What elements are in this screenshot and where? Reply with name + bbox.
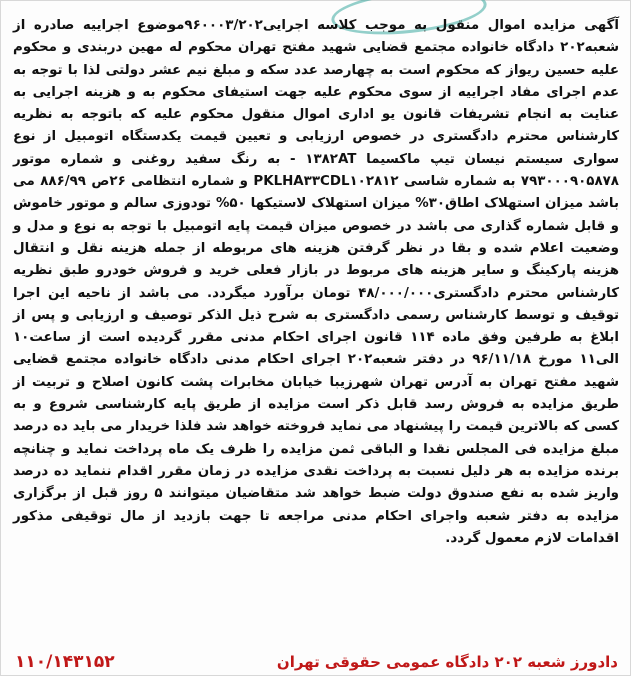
- notice-code: ۱۱۰/۱۴۳۱۵۲: [15, 652, 115, 672]
- notice-body: آگهی مزایده اموال منقول به موجب کلاسه اجرایی۹۶۰۰۰۳/۲۰۲موضوع اجراییه صادره از شعبه۲۰۲ دادگاه خانواده مجتمع قضایی شهید مفتح تهران محکوم له مهین دربندی و محکوم علیه حسین ریواز که محکوم است به چهارصد عدد سکه و مبلغ نیم عشر دولتی لذا با توجه به عدم اجرای مفاد اجراییه از سوی محکوم علیه جهت استیفای محکوم به و هزینه اجرایی به عنایت به انجام تشریفات قانون یو اداری اموال منقول محکوم علیه که باتوجه به نظریه کارشناس محترم دادگستری در خصوص ارزیابی و تعیین قیمت یکدستگاه اتومبیل از نوع سواری سیستم نیسان تیپ ماکسیما ۱۳۸۲AT - به رنگ سفید روغنی و شماره موتور ۷۹۳۰۰۰۹۰۵۸۷۸ به شماره شاسی PKLHA۳۳CDL۱۰۲۸۱۲ و شماره انتظامی ۲۶ص ۸۸۶/۹۹ می باشد میزان استهلاک اطاق۳۰% میزان استهلاک لاستیکها ۵۰% تودوزی سالم و موتور خاموش و قابل شماره گذاری می باشد در خصوص میزان قیمت پایه اتومبیل با توجه به نوع و مدل و وضعیت اعلام شده و بقا در نظر گرفتن هزینه های مربوطه از جمله هزینه نقل و انتقال هزینه پارکینگ و سایر هزینه های مربوط در بازار فعلی خرید و فروش خودرو طبق نظریه کارشناس محترم دادگستری۴۸/۰۰۰/۰۰۰ تومان برآورد میگردد. می باشد از ناحیه این اجرا توقیف و توسط کارشناس رسمی دادگستری به شرح ذیل الذکر توصیف و ارزیابی و پس از ابلاغ به طرفین وفق ماده ۱۱۴ قانون اجرای احکام مدنی مقرر گردیده است از ساعت۱۰ الی۱۱ مورخ ۹۶/۱۱/۱۸ در دفتر شعبه۲۰۲ اجرای احکام مدنی دادگاه خانواده مجتمع قضایی شهید مفتح تهران به آدرس تهران شهرزیبا خیابان مخابرات پشت کانون اصلاح و تربیت از طریق مزایده به فروش رسد قابل ذکر است مزایده از طریق پایه کارشناسی شروع و به کسی که بالاترین قیمت را پیشنهاد می نماید فروخته خواهد شد فلذا خریدار می باید ده درصد مبلغ مزایده فی المجلس نقدا و الباقی ثمن مزایده را ظرف یک ماه پرداخت نماید و چنانچه برنده مزایده به هر دلیل نسبت به پرداخت نقدی مزایده در زمان مقرر اقدام ننماید ده درصد واریز شده به نفع صندوق دولت ضبط خواهد شد متقاضیان میتوانند ۵ روز قبل از برگزاری مزایده به دفتر شعبه واجرای احکام مدنی مراجعه تا جهت بازدید از مال توقیفی مذکور اقدامات لازم معمول گردد.: [13, 18, 620, 546]
- signer-title: دادورز شعبه ۲۰۲ دادگاه عمومی حقوقی تهران: [276, 653, 618, 671]
- notice-text-block: [13, 15, 619, 550]
- notice-footer: [15, 649, 618, 675]
